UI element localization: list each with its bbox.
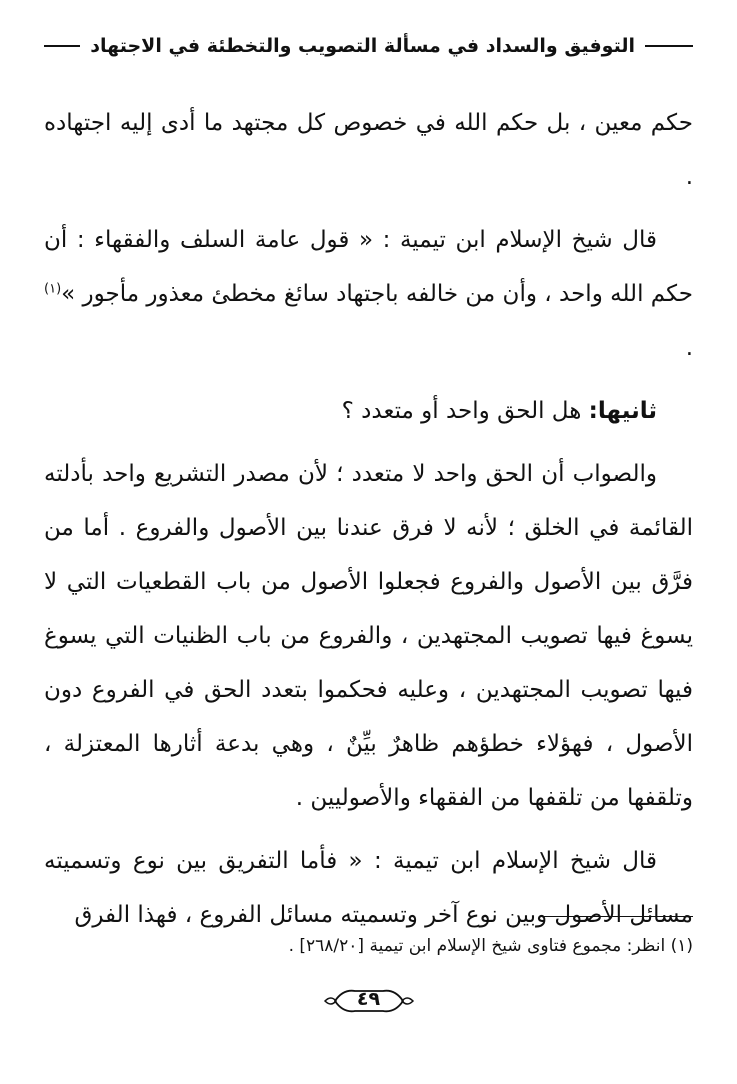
- header-rule-left: [44, 45, 80, 47]
- paragraph-tail: .: [685, 335, 693, 361]
- footnote-separator: [541, 916, 693, 917]
- paragraph-text: حكم معين ، بل حكم الله في خصوص كل مجتهد ما أدى إليه اجتهاده .: [44, 110, 693, 190]
- paragraph-text: قال شيخ الإسلام ابن تيمية : « فأما التفريق بين نوع وتسميته مسائل الأصول وبين نوع آخر وتسميته مسائل الفروع ، فهذا الفرق: [44, 848, 693, 928]
- paragraph-answer: [44, 447, 693, 825]
- paragraph-continuation: [44, 96, 693, 204]
- footnote: [44, 928, 693, 964]
- page-number: ٤٩: [356, 988, 381, 1010]
- body-text: [44, 96, 693, 951]
- header-title: التوفيق والسداد في مسألة التصويب والتخطئة في الاجتهاد: [90, 35, 635, 57]
- paragraph-text: والصواب أن الحق واحد لا متعدد ؛ لأن مصدر التشريع واحد بأدلته القائمة في الخلق ؛ لأنه لا فرق عندنا بين الأصول والفروع . أما من فرَّق بين الأصول والفروع فجعلوا الأصول من باب القطعيات التي لا يسوغ فيها تصويب المجتهدين ، والفروع من باب الظنيات التي يسوغ فيها تصويب المجتهدين ، وعليه فحكموا بتعدد الحق في الفروع دون الأصول ، فهؤلاء خطؤهم ظاهرٌ بيِّنٌ ، وهي بدعة أثارها المعتزلة ، وتلقفها من تلقفها من الفقهاء والأصوليين .: [44, 461, 693, 811]
- header-rule-right: [645, 45, 693, 47]
- footnote-text: (١) انظر: مجموع فتاوى شيخ الإسلام ابن تيمية [٢٦٨/٢٠] .: [288, 936, 693, 956]
- paragraph-quote-2: [44, 834, 693, 942]
- question-label: ثانيها:: [588, 398, 657, 424]
- paragraph-text: قال شيخ الإسلام ابن تيمية : « قول عامة السلف والفقهاء : أن حكم الله واحد ، وأن من خالفه باجتهاد سائغ مخطئ معذور مأجور »: [44, 227, 693, 307]
- page-number-ornament: [321, 984, 417, 1018]
- paragraph-second-question: [44, 384, 693, 438]
- running-header: [44, 28, 693, 64]
- paragraph-quote-1: [44, 213, 693, 375]
- question-text: هل الحق واحد أو متعدد ؟: [341, 398, 589, 424]
- footnote-reference[interactable]: (١): [44, 281, 62, 297]
